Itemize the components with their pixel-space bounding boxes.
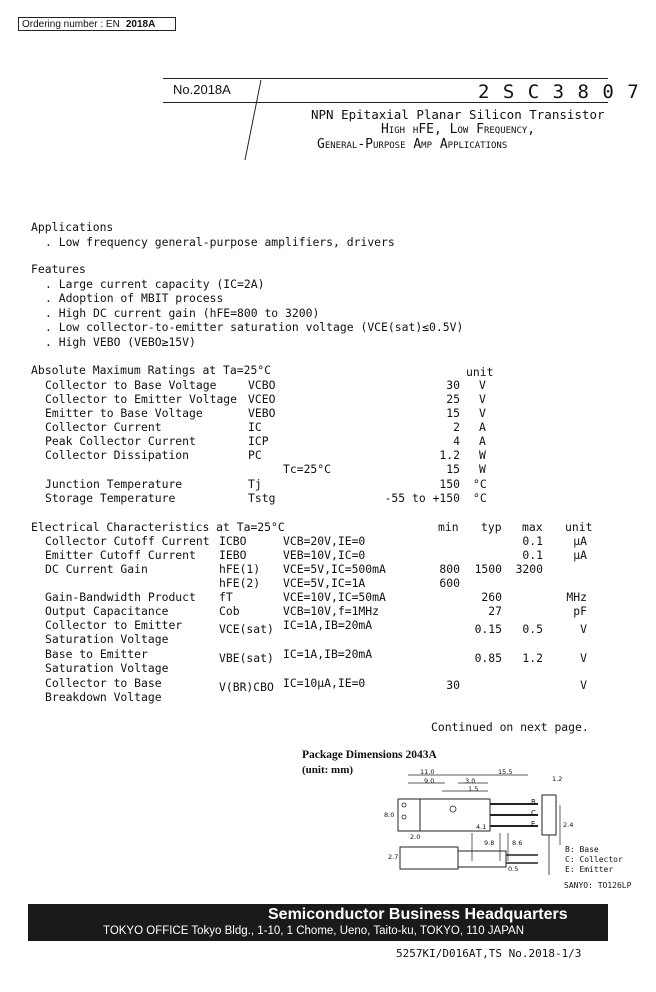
- param-unit: pF: [573, 604, 587, 618]
- param-symbol: VBE(sat): [219, 651, 274, 665]
- footer-banner: [28, 904, 608, 941]
- continued-note: Continued on next page.: [431, 720, 589, 734]
- param-name: Collector to Base: [45, 676, 162, 690]
- param-condition: VCE=10V,IC=50mA: [283, 590, 386, 604]
- param-value: 150: [439, 477, 460, 491]
- param-value: 30: [446, 378, 460, 392]
- features-title: Features: [31, 262, 86, 276]
- param-max: 3200: [515, 562, 543, 576]
- param-symbol: ICP: [248, 434, 269, 448]
- office-address: TOKYO OFFICE Tokyo Bldg., 1-10, 1 Chome, Ueno, Taito-ku, TOKYO, 110 JAPAN: [103, 925, 524, 937]
- param-name: Base to Emitter: [45, 647, 148, 661]
- param-name: Collector to Emitter Voltage: [45, 392, 238, 406]
- param-typ: 0.15: [474, 622, 502, 636]
- param-unit: W: [479, 462, 486, 476]
- dim-label: 9.0: [424, 777, 435, 785]
- param-name: Peak Collector Current: [45, 434, 196, 448]
- param-symbol: Cob: [219, 604, 240, 618]
- param-value: -55 to +150: [384, 491, 460, 505]
- param-symbol: hFE(1): [219, 562, 261, 576]
- pin-legend-item: B: Base: [565, 845, 599, 854]
- elec-header-max: max: [522, 520, 543, 534]
- pin-label: C: [531, 809, 536, 817]
- param-name: Saturation Voltage: [45, 632, 169, 646]
- param-symbol: Tj: [248, 477, 262, 491]
- param-name: Output Capacitance: [45, 604, 169, 618]
- ordering-number-box: [18, 17, 176, 31]
- dim-label: 11.0: [420, 768, 435, 776]
- dim-label: 2.4: [563, 821, 574, 829]
- param-symbol: PC: [248, 448, 262, 462]
- param-symbol: fT: [219, 590, 233, 604]
- param-min: 800: [439, 562, 460, 576]
- pin-legend-item: C: Collector: [565, 855, 623, 864]
- param-unit: V: [479, 378, 486, 392]
- param-condition: VCE=5V,IC=1A: [283, 576, 366, 590]
- param-name: Junction Temperature: [45, 477, 183, 491]
- param-typ: 0.85: [474, 651, 502, 665]
- package-title: Package Dimensions 2043A: [302, 749, 437, 761]
- param-unit: MHz: [566, 590, 587, 604]
- header-description-3: General-Purpose Amp Applications: [317, 137, 508, 152]
- feature-item: . Adoption of MBIT process: [45, 291, 224, 305]
- param-max: 0.5: [522, 622, 543, 636]
- param-unit: μA: [573, 548, 587, 562]
- param-symbol: VEBO: [248, 406, 276, 420]
- pin-label: E: [531, 820, 536, 828]
- param-name: Breakdown Voltage: [45, 690, 162, 704]
- applications-item: . Low frequency general-purpose amplifiers, drivers: [45, 235, 395, 249]
- param-symbol: ICBO: [219, 534, 247, 548]
- doc-number: No.2018A: [173, 82, 231, 97]
- dim-label: 9.8: [484, 839, 495, 847]
- package-code: SANYO: TO126LP: [564, 881, 632, 890]
- ordering-number: 2018A: [125, 19, 156, 30]
- param-name: Collector Cutoff Current: [45, 534, 210, 548]
- param-condition: VCE=5V,IC=500mA: [283, 562, 386, 576]
- feature-item: . High DC current gain (hFE=800 to 3200): [45, 306, 320, 320]
- applications-title: Applications: [31, 220, 114, 234]
- param-typ: 27: [488, 604, 502, 618]
- param-value: 2: [453, 420, 460, 434]
- ordering-label: Ordering number : EN: [22, 19, 120, 30]
- param-name: Collector to Base Voltage: [45, 378, 217, 392]
- feature-item: . High VEBO (VEBO≥15V): [45, 335, 196, 349]
- param-condition: IC=10μA,IE=0: [283, 676, 366, 690]
- param-unit: V: [580, 622, 587, 636]
- param-unit: A: [479, 420, 486, 434]
- pin-label: B: [531, 798, 536, 806]
- header-slash: [243, 80, 263, 160]
- param-max: 1.2: [522, 651, 543, 665]
- header-description-1: NPN Epitaxial Planar Silicon Transistor: [311, 107, 605, 122]
- param-typ: 1500: [474, 562, 502, 576]
- param-condition: IC=1A,IB=20mA: [283, 647, 373, 661]
- param-name: Gain-Bandwidth Product: [45, 590, 196, 604]
- part-number: 2 S C 3 8 0 7: [478, 81, 640, 103]
- param-symbol: Tstg: [248, 491, 276, 505]
- param-condition: VCB=20V,IE=0: [283, 534, 366, 548]
- abs-max-unit-header: unit: [466, 365, 494, 379]
- param-name: Storage Temperature: [45, 491, 176, 505]
- param-unit: V: [479, 406, 486, 420]
- param-name: Saturation Voltage: [45, 661, 169, 675]
- param-value: 25: [446, 392, 460, 406]
- param-name: Collector to Emitter: [45, 618, 183, 632]
- param-typ: 260: [481, 590, 502, 604]
- param-value: 1.2: [439, 448, 460, 462]
- dim-label: 4.1: [476, 823, 487, 831]
- param-condition: Tc=25°C: [283, 462, 332, 476]
- company-division: Semiconductor Business Headquarters: [268, 906, 568, 923]
- param-value: 15: [446, 462, 460, 476]
- param-unit: A: [479, 434, 486, 448]
- dim-label: 2.0: [410, 833, 421, 841]
- header-top-rule: [163, 78, 608, 79]
- param-symbol: VCEO: [248, 392, 276, 406]
- param-condition: VEB=10V,IC=0: [283, 548, 366, 562]
- dim-label: 3.0: [465, 777, 476, 785]
- elec-header-min: min: [438, 520, 459, 534]
- abs-max-title: Absolute Maximum Ratings at Ta=25°C: [31, 363, 272, 377]
- param-name: Collector Dissipation: [45, 448, 190, 462]
- param-value: 4: [453, 434, 460, 448]
- elec-header-typ: typ: [481, 520, 502, 534]
- param-condition: IC=1A,IB=20mA: [283, 618, 373, 632]
- param-name: Collector Current: [45, 420, 162, 434]
- dim-label: 0.5: [508, 865, 519, 873]
- dim-label: 1.2: [552, 775, 563, 783]
- feature-item: . Low collector-to-emitter saturation voltage (VCE(sat)≤0.5V): [45, 320, 464, 334]
- param-unit: V: [580, 678, 587, 692]
- feature-item: . Large current capacity (IC=2A): [45, 277, 265, 291]
- param-symbol: IC: [248, 420, 262, 434]
- param-min: 600: [439, 576, 460, 590]
- param-name: Emitter Cutoff Current: [45, 548, 196, 562]
- param-unit: W: [479, 448, 486, 462]
- param-symbol: VCBO: [248, 378, 276, 392]
- param-symbol: IEBO: [219, 548, 247, 562]
- dim-label: 15.5: [498, 768, 513, 776]
- dim-label: 8.6: [512, 839, 523, 847]
- dim-label: 8.0: [384, 811, 395, 819]
- dim-label: 2.7: [388, 853, 399, 861]
- package-unit: (unit: mm): [302, 764, 354, 776]
- pin-legend-item: E: Emitter: [565, 865, 614, 874]
- param-name: Emitter to Base Voltage: [45, 406, 203, 420]
- header-description-2: High hFE, Low Frequency,: [381, 122, 536, 137]
- dim-label: 1.5: [468, 785, 479, 793]
- param-symbol: hFE(2): [219, 576, 261, 590]
- document-code: 5257KI/D016AT,TS No.2018-1/3: [396, 947, 582, 960]
- param-symbol: V(BR)CBO: [219, 680, 274, 694]
- param-unit: V: [479, 392, 486, 406]
- param-unit: °C: [473, 491, 487, 505]
- param-max: 0.1: [522, 534, 543, 548]
- elec-title: Electrical Characteristics at Ta=25°C: [31, 520, 285, 534]
- param-value: 15: [446, 406, 460, 420]
- param-unit: °C: [473, 477, 487, 491]
- param-unit: μA: [573, 534, 587, 548]
- param-min: 30: [446, 678, 460, 692]
- param-name: DC Current Gain: [45, 562, 148, 576]
- param-condition: VCB=10V,f=1MHz: [283, 604, 380, 618]
- param-max: 0.1: [522, 548, 543, 562]
- param-unit: V: [580, 651, 587, 665]
- elec-header-unit: unit: [565, 520, 593, 534]
- param-symbol: VCE(sat): [219, 622, 274, 636]
